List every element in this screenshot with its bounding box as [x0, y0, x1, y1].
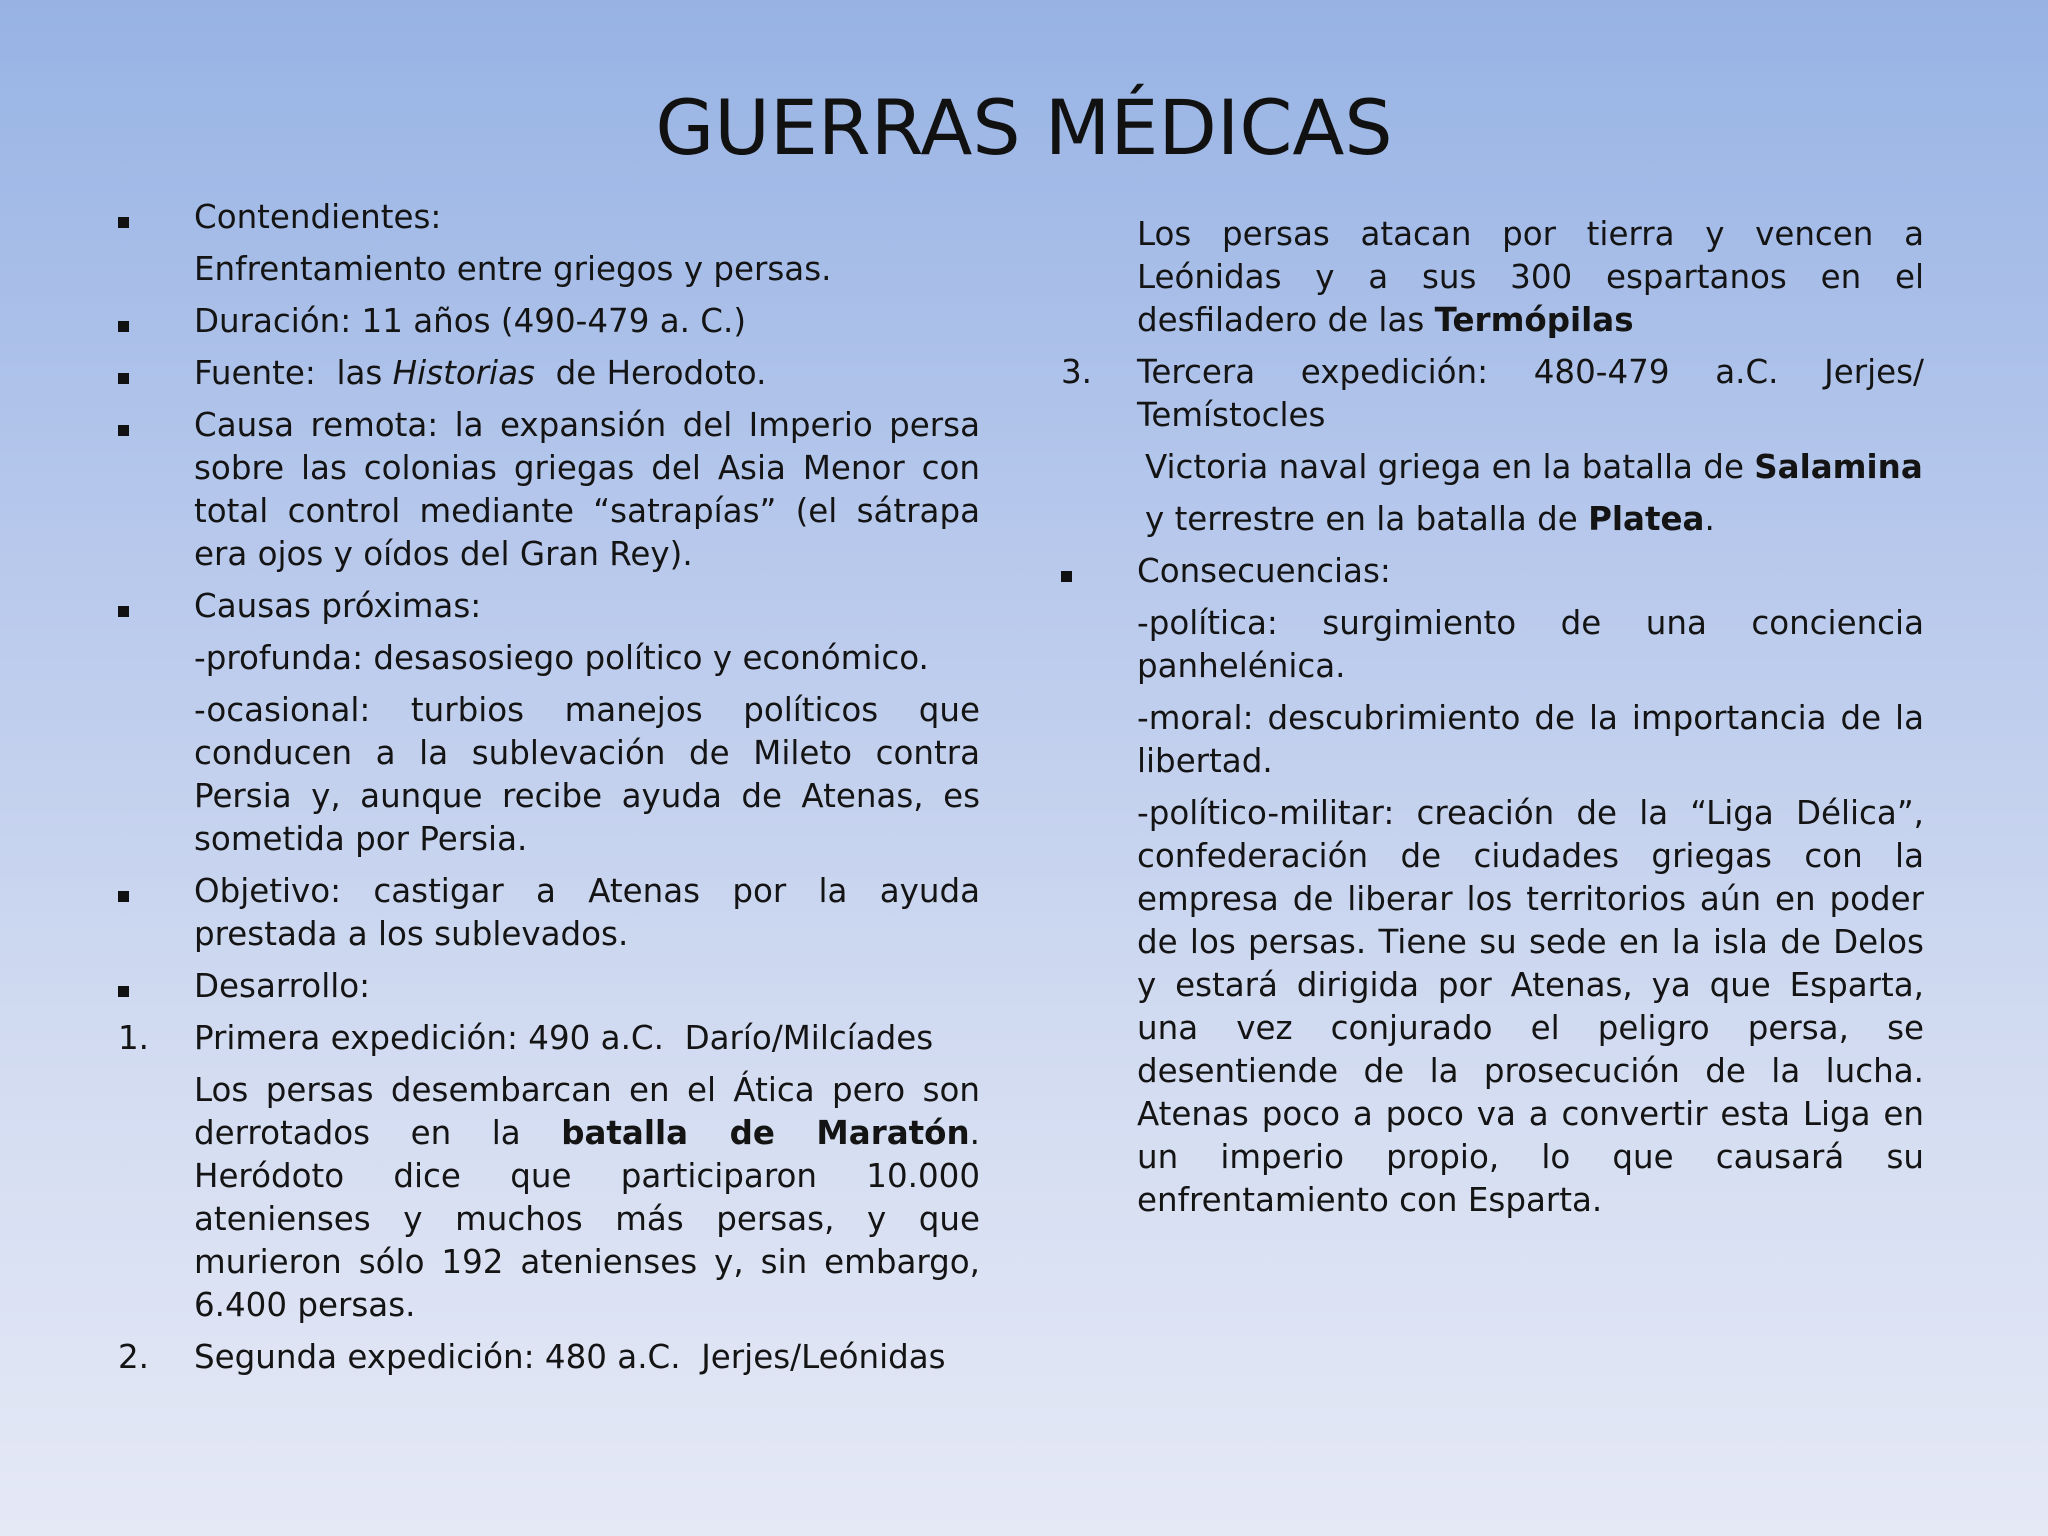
causas-proximas-label: Causas próximas: — [194, 587, 482, 625]
exp1-text-bold: batalla de Maratón — [561, 1114, 970, 1152]
square-bullet-icon — [118, 870, 129, 913]
duracion-text: Duración: 11 años (490-479 a. C.) — [194, 302, 746, 340]
slide-title: GUERRAS MÉDICAS — [655, 83, 1393, 172]
item-number: 1. — [118, 1019, 150, 1057]
bullet-item-fuente — [118, 352, 980, 395]
bullet-item-consecuencias — [1061, 550, 1924, 593]
contendientes-text: Enfrentamiento entre griegos y persas. — [194, 250, 832, 288]
causa-ocasional-text: -ocasional: turbios manejos políticos que conducen a la sublevación de Mileto contra Persia y, aunque recibe ayuda de Atenas, es sometida por Persia. — [194, 691, 980, 858]
bullet-item-causas-proximas — [118, 585, 980, 628]
square-bullet-icon — [118, 352, 129, 395]
bullet-item-objetivo — [118, 870, 980, 956]
left-column — [118, 196, 980, 1388]
exp2-text-pre: Los persas atacan por tierra y vencen a Leónidas y a sus 300 espartanos en el desfiladero de las — [1137, 215, 1924, 339]
causa-profunda-text: -profunda: desasosiego político y económico. — [194, 639, 929, 677]
bullet-item-desarrollo — [118, 965, 980, 1008]
item-number: 2. — [118, 1338, 150, 1376]
exp1-text — [118, 1069, 980, 1327]
numbered-item-exp3 — [1061, 351, 1924, 437]
square-bullet-icon — [118, 196, 129, 239]
objetivo-text: Objetivo: castigar a Atenas por la ayuda prestada a los sublevados. — [194, 872, 980, 953]
exp3-title: Tercera expedición: 480-479 a.C. Jerjes/ Temístocles — [1137, 353, 1924, 434]
exp1-text-post: . Heródoto dice que participaron 10.000 atenienses y muchos más persas, y que murieron sólo 192 atenienses y, sin embargo, 6.400 persas. — [194, 1114, 980, 1324]
exp3-line2-post: . — [1704, 500, 1715, 538]
square-bullet-icon — [118, 404, 129, 447]
exp1-title: Primera expedición: 490 a.C. Darío/Milcíades — [194, 1019, 934, 1057]
numbered-item-exp2 — [118, 1336, 980, 1379]
consecuencias-label: Consecuencias: — [1137, 552, 1391, 590]
fuente-text-italic: Historias — [392, 354, 535, 392]
desarrollo-label: Desarrollo: — [194, 967, 371, 1005]
exp2-text — [1061, 213, 1924, 342]
fuente-text-pre: Fuente: las — [194, 354, 393, 392]
exp2-title: Segunda expedición: 480 a.C. Jerjes/Leónidas — [194, 1338, 946, 1376]
exp3-line1-pre: Victoria naval griega en la batalla de — [1145, 448, 1755, 486]
bullet-item-duracion — [118, 300, 980, 343]
exp1-text-pre: Los persas desembarcan en el Ática pero son derrotados en la — [194, 1071, 980, 1152]
right-column — [1061, 213, 1924, 1231]
bullet-item-causa-remota — [118, 404, 980, 576]
square-bullet-icon — [118, 300, 129, 343]
exp3-line1-bold: Salamina — [1754, 448, 1923, 486]
numbered-item-exp1 — [118, 1017, 980, 1060]
exp2-text-bold: Termópilas — [1434, 301, 1634, 339]
exp3-line2 — [1061, 498, 1924, 541]
fuente-text-post: de Herodoto. — [534, 354, 767, 392]
exp3-line2-bold: Platea — [1588, 500, 1705, 538]
item-number: 3. — [1061, 353, 1093, 391]
causa-remota-text: Causa remota: la expansión del Imperio persa sobre las colonias griegas del Asia Menor con total control mediante “satrapías” (el sátrapa era ojos y oídos del Gran Rey). — [194, 406, 980, 573]
consecuencia-politico-militar: -político-militar: creación de la “Liga Délica”, confederación de ciudades griegas con la empresa de liberar los territorios aún en poder de los persas. Tiene su sede en la isla de Delos y estará dirigida por Atenas, ya que Esparta, una vez conjurado el peligro persa, se desentiende de la prosecución de la lucha. Atenas poco a poco va a convertir esta Liga en un imperio propio, lo que causará su enfrentamiento con Esparta. — [1137, 794, 1924, 1219]
consecuencia-moral: -moral: descubrimiento de la importancia de la libertad. — [1137, 699, 1924, 780]
bullet-item-contendientes — [118, 196, 980, 239]
contendientes-label: Contendientes: — [194, 198, 442, 236]
square-bullet-icon — [118, 965, 129, 1008]
exp3-line1 — [1061, 446, 1924, 489]
square-bullet-icon — [1061, 550, 1072, 593]
square-bullet-icon — [118, 585, 129, 628]
consecuencia-politica: -política: surgimiento de una conciencia panhelénica. — [1137, 604, 1924, 685]
exp3-line2-pre: y terrestre en la batalla de — [1145, 500, 1589, 538]
